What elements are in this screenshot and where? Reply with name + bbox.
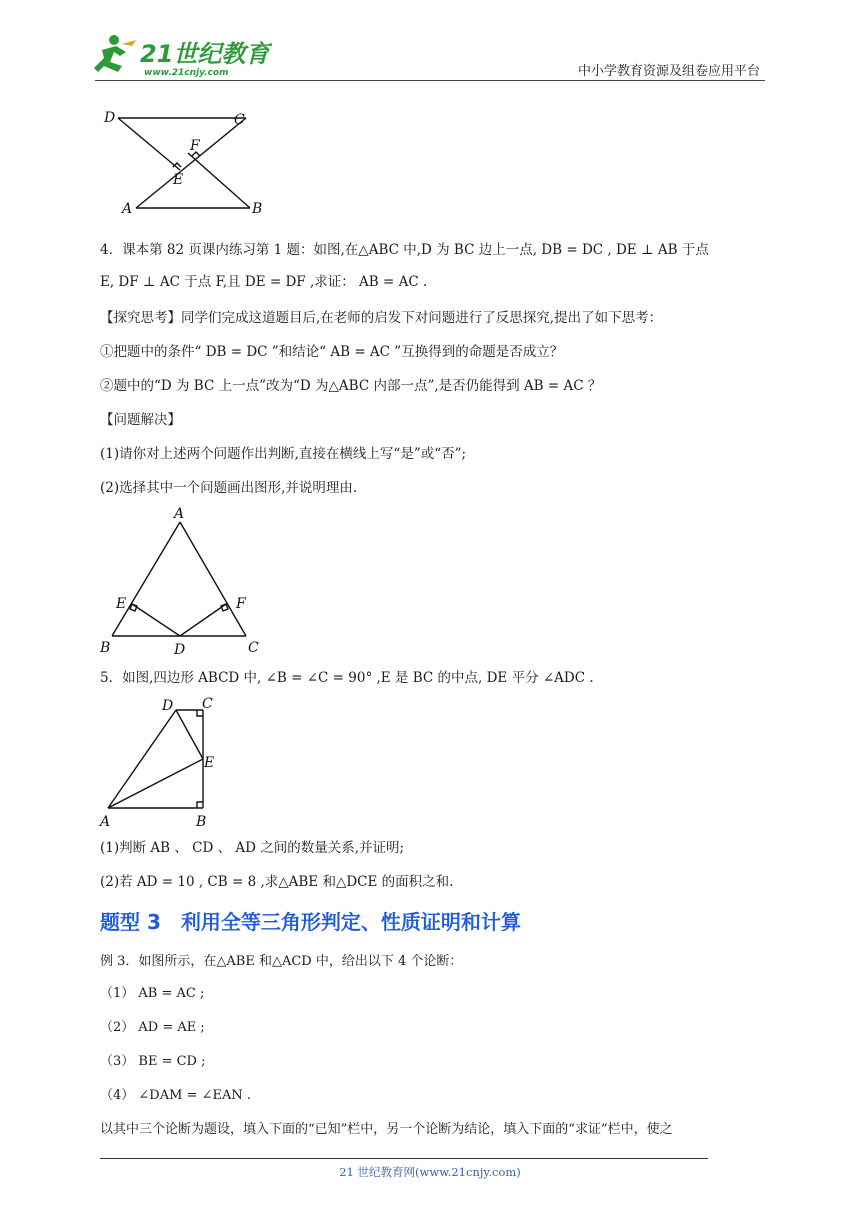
footer-divider [100,1158,708,1159]
claim-2: （2） AD = AE ; [100,1020,205,1035]
problem-5-item-2: (2)若 AD = 10 , CB = 8 ,求△ABE 和△DCE 的面积之和. [100,874,454,890]
label-c: C [248,640,259,656]
segment-fb [188,153,250,208]
solve-heading: 【问题解决】 [100,412,181,428]
label-a: A [122,201,133,217]
question-2: ②题中的“D 为 BC 上一点”改为“D 为△ABC 内部一点”,是否仍能得到 AB = AC ？ [100,378,602,394]
right-angle-e [173,163,181,167]
segment-de [132,604,180,636]
problem-5-item-1: (1)判断 AB 、 CD 、 AD 之间的数量关系,并证明; [100,840,405,856]
solve-item-1: (1)请你对上述两个问题作出判断,直接在横线上写“是”或“否”; [100,446,467,462]
logo-main-text: 21世纪教育 [140,40,270,68]
problem-5-line-1: 5．如图,四边形 ABCD 中, ∠B = ∠C = 90° ,E 是 BC 的中点, DE 平分 ∠ADC . [100,670,594,686]
figure-3-diagram [98,694,228,830]
figure-2-diagram [96,504,276,660]
example-3-intro: 例 3．如图所示，在△ABE 和△ACD 中，给出以下 4 个论断： [100,954,463,969]
segment-de [118,118,180,170]
label-e: E [116,596,127,612]
right-angle-b [197,802,203,808]
label-b: B [252,201,263,217]
problem-4-line-1: 4．课本第 82 页课内练习第 1 题：如图,在△ABC 中,D 为 BC 边上一点, DB = DC , DE ⊥ AB 于点 [100,242,709,258]
label-a: A [174,506,185,522]
problem-4-line-2: E, DF ⊥ AC 于点 F,且 DE = DF ,求证： AB = AC . [100,274,428,290]
label-d: D [104,110,116,126]
right-angle-f [221,604,228,611]
label-e: E [173,172,184,188]
segment-ca [136,118,246,208]
label-a: A [100,814,111,830]
segment-de [176,710,203,759]
example-3-instruction: 以其中三个论断为题设，填入下面的“已知”栏中，另一个论断为结论，填入下面的“求证”栏中，使之 [100,1122,673,1137]
claim-3: （3） BE = CD ; [100,1054,206,1069]
explore-heading: 【探究思考】同学们完成这道题目后,在老师的启发下对问题进行了反思探究,提出了如下思考： [100,310,663,326]
label-c: C [234,112,245,128]
segment-ad [108,710,176,808]
label-f: F [190,138,200,154]
footer-text: 21 世纪教育网(www.21cnjy.com) [339,1165,521,1179]
question-1: ①把题中的条件“ DB = DC ”和结论“ AB = AC ”互换得到的命题是否成立？ [100,344,564,360]
label-f: F [236,596,246,612]
label-b: B [100,640,111,656]
runner-icon [94,35,136,72]
claim-1: （1） AB = AC ; [100,986,205,1001]
segment-ae [108,759,203,808]
logo-url-text: www.21cnjy.com [144,68,229,78]
right-angle-e [130,604,137,611]
segment-ac [180,522,246,636]
label-d: D [174,642,186,658]
site-logo [92,32,272,80]
segment-df [180,604,226,636]
solve-item-2: (2)选择其中一个问题画出图形,并说明理由. [100,480,358,496]
label-b: B [196,814,207,830]
section-title: 题型 3 利用全等三角形判定、性质证明和计算 [100,910,521,934]
header-divider [95,80,765,81]
claim-4: （4） ∠DAM = ∠EAN . [100,1088,251,1103]
platform-name: 中小学教育资源及组卷应用平台 [577,64,760,79]
label-d: D [162,698,174,714]
segment-ab [112,522,180,636]
label-c: C [202,696,213,712]
label-e: E [204,755,215,771]
figure-1-diagram [100,108,280,218]
